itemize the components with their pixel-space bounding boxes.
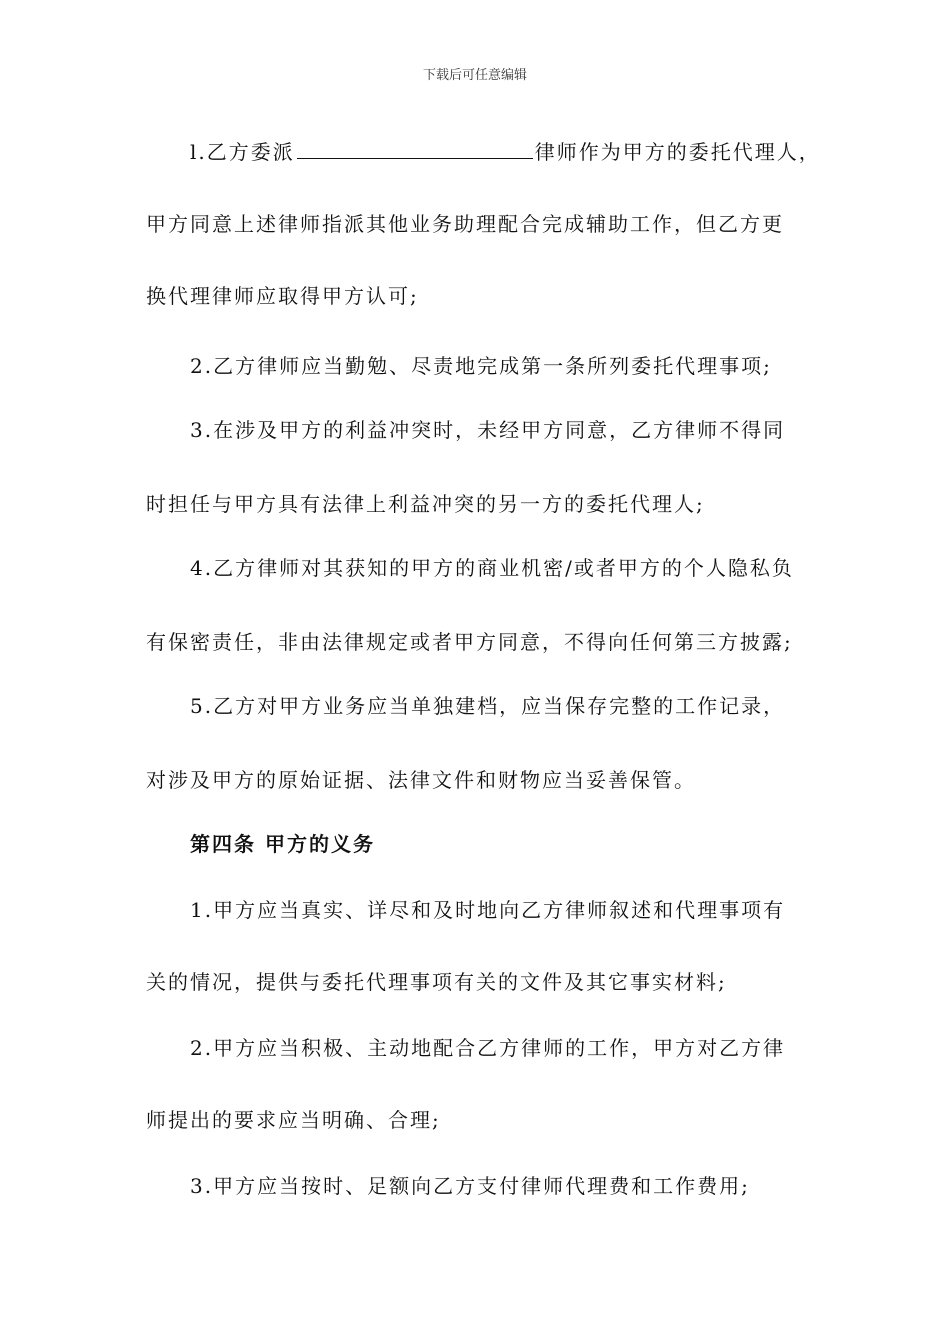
- clause-3-1-line-1: [190, 140, 821, 164]
- page-header: 下载后可任意编辑: [422, 68, 527, 83]
- clause-3-3-line-2: 时担任与甲方具有法律上利益冲突的另一方的委托代理人;: [146, 492, 705, 516]
- clause-3-4-line-1: 4.乙方律师对其获知的甲方的商业机密/或者甲方的个人隐私负: [190, 556, 794, 580]
- clause-4-2-line-1: 2.甲方应当积极、主动地配合乙方律师的工作，甲方对乙方律: [190, 1036, 786, 1060]
- clause-3-2-line-1: 2.乙方律师应当勤勉、尽责地完成第一条所列委托代理事项;: [190, 354, 772, 378]
- clause-3-3-line-1: 3.在涉及甲方的利益冲突时，未经甲方同意，乙方律师不得同: [190, 418, 786, 442]
- clause-4-2-line-2: 师提出的要求应当明确、合理;: [146, 1108, 441, 1132]
- clause-3-1-line-3: 换代理律师应取得甲方认可;: [146, 284, 419, 308]
- clause-3-1-line-2: 甲方同意上述律师指派其他业务助理配合完成辅助工作，但乙方更: [146, 212, 784, 236]
- clause-3-5-line-1: 5.乙方对甲方业务应当单独建档，应当保存完整的工作记录，: [190, 694, 786, 718]
- clause-text: l.乙方委派: [190, 140, 295, 164]
- clause-text: 律师作为甲方的委托代理人，: [534, 140, 821, 164]
- blank-fill-line: [297, 140, 533, 159]
- section-heading-article-4: 第四条 甲方的义务: [190, 832, 375, 856]
- clause-4-1-line-1: 1.甲方应当真实、详尽和及时地向乙方律师叙述和代理事项有: [190, 898, 786, 922]
- clause-3-4-line-2: 有保密责任，非由法律规定或者甲方同意，不得向任何第三方披露;: [146, 630, 793, 654]
- clause-4-1-line-2: 关的情况，提供与委托代理事项有关的文件及其它事实材料;: [146, 970, 727, 994]
- clause-3-5-line-2: 对涉及甲方的原始证据、法律文件和财物应当妥善保管。: [146, 768, 696, 792]
- clause-4-3-line-1: 3.甲方应当按时、足额向乙方支付律师代理费和工作费用;: [190, 1174, 750, 1198]
